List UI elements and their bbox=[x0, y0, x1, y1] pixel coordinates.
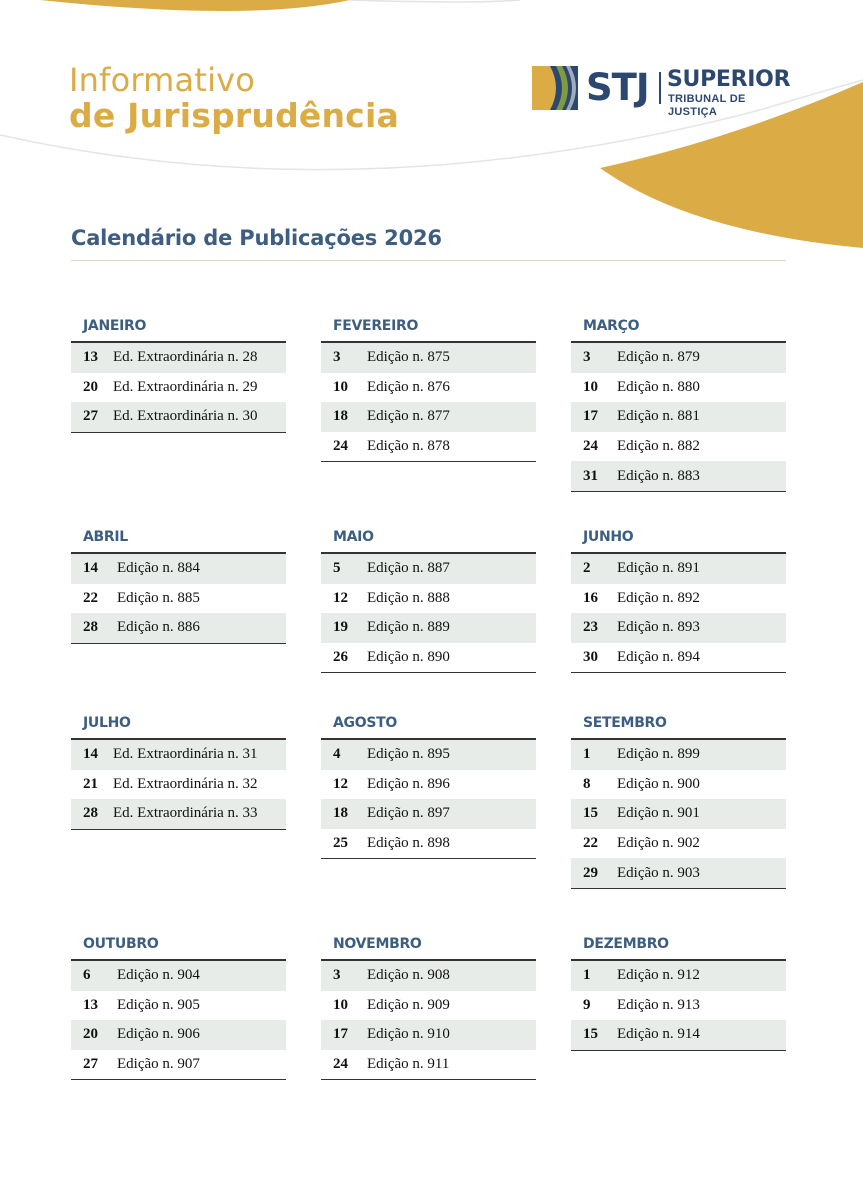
edition-row bbox=[71, 740, 286, 770]
edition-label: Edição n. 875 bbox=[367, 349, 450, 366]
edition-day: 15 bbox=[583, 805, 598, 822]
month-name: JUNHO bbox=[571, 522, 786, 554]
edition-day: 24 bbox=[583, 438, 598, 455]
edition-row bbox=[571, 643, 786, 673]
month-name: NOVEMBRO bbox=[321, 929, 536, 961]
edition-list bbox=[571, 961, 786, 1051]
edition-label: Edição n. 877 bbox=[367, 408, 450, 425]
edition-day: 28 bbox=[83, 619, 98, 636]
edition-label: Edição n. 889 bbox=[367, 619, 450, 636]
edition-day: 13 bbox=[83, 349, 98, 366]
edition-row bbox=[71, 584, 286, 614]
edition-day: 18 bbox=[333, 408, 348, 425]
edition-day: 13 bbox=[83, 996, 98, 1013]
month-block-maio bbox=[321, 522, 536, 673]
edition-label: Edição n. 887 bbox=[367, 560, 450, 577]
edition-day: 31 bbox=[583, 467, 598, 484]
edition-row bbox=[571, 961, 786, 991]
edition-label: Edição n. 911 bbox=[367, 1056, 450, 1073]
month-block-janeiro bbox=[71, 311, 286, 433]
edition-list bbox=[71, 740, 286, 830]
edition-row bbox=[571, 858, 786, 888]
edition-list bbox=[321, 961, 536, 1080]
edition-day: 30 bbox=[583, 649, 598, 666]
edition-row bbox=[71, 1020, 286, 1050]
edition-day: 19 bbox=[333, 619, 348, 636]
edition-row bbox=[71, 373, 286, 403]
edition-row bbox=[571, 829, 786, 859]
top-thin-arc bbox=[350, 0, 520, 2]
edition-label: Ed. Extraordinária n. 30 bbox=[113, 408, 258, 425]
edition-day: 12 bbox=[333, 589, 348, 606]
edition-day: 4 bbox=[333, 746, 341, 763]
edition-day: 8 bbox=[583, 775, 591, 792]
edition-day: 22 bbox=[583, 835, 598, 852]
edition-row bbox=[321, 373, 536, 403]
edition-day: 6 bbox=[83, 967, 91, 984]
month-name: MAIO bbox=[321, 522, 536, 554]
edition-list bbox=[571, 554, 786, 673]
edition-row bbox=[571, 613, 786, 643]
top-gold-arc bbox=[40, 0, 350, 11]
edition-label: Edição n. 895 bbox=[367, 746, 450, 763]
edition-row bbox=[71, 613, 286, 643]
edition-label: Edição n. 880 bbox=[617, 378, 700, 395]
logo-abbreviation: STJ bbox=[586, 66, 649, 109]
month-name: JANEIRO bbox=[71, 311, 286, 343]
edition-row bbox=[321, 991, 536, 1021]
edition-day: 10 bbox=[583, 378, 598, 395]
edition-row bbox=[321, 799, 536, 829]
edition-row bbox=[71, 554, 286, 584]
edition-label: Edição n. 888 bbox=[367, 589, 450, 606]
edition-row bbox=[321, 961, 536, 991]
month-block-fevereiro bbox=[321, 311, 536, 462]
edition-day: 20 bbox=[83, 378, 98, 395]
month-name: FEVEREIRO bbox=[321, 311, 536, 343]
edition-day: 20 bbox=[83, 1026, 98, 1043]
month-block-março bbox=[571, 311, 786, 492]
edition-list bbox=[71, 343, 286, 433]
edition-list bbox=[571, 343, 786, 492]
edition-label: Edição n. 897 bbox=[367, 805, 450, 822]
edition-label: Ed. Extraordinária n. 28 bbox=[113, 349, 258, 366]
edition-day: 17 bbox=[583, 408, 598, 425]
month-block-outubro bbox=[71, 929, 286, 1080]
edition-row bbox=[71, 799, 286, 829]
edition-label: Edição n. 881 bbox=[617, 408, 700, 425]
month-name: SETEMBRO bbox=[571, 708, 786, 740]
edition-row bbox=[571, 799, 786, 829]
month-block-julho bbox=[71, 708, 286, 830]
edition-day: 1 bbox=[583, 746, 591, 763]
edition-label: Edição n. 878 bbox=[367, 438, 450, 455]
edition-list bbox=[71, 961, 286, 1080]
edition-day: 28 bbox=[83, 805, 98, 822]
edition-label: Edição n. 879 bbox=[617, 349, 700, 366]
edition-label: Edição n. 891 bbox=[617, 560, 700, 577]
edition-row bbox=[321, 1050, 536, 1080]
edition-day: 10 bbox=[333, 996, 348, 1013]
month-name: DEZEMBRO bbox=[571, 929, 786, 961]
edition-label: Edição n. 904 bbox=[117, 967, 200, 984]
edition-label: Edição n. 899 bbox=[617, 746, 700, 763]
edition-day: 9 bbox=[583, 996, 591, 1013]
edition-label: Edição n. 902 bbox=[617, 835, 700, 852]
calendar-title: Calendário de Publicações 2026 bbox=[71, 226, 442, 250]
edition-label: Edição n. 893 bbox=[617, 619, 700, 636]
edition-label: Ed. Extraordinária n. 33 bbox=[113, 805, 258, 822]
edition-list bbox=[321, 740, 536, 859]
edition-label: Edição n. 908 bbox=[367, 967, 450, 984]
edition-label: Edição n. 898 bbox=[367, 835, 450, 852]
edition-row bbox=[571, 402, 786, 432]
edition-label: Edição n. 885 bbox=[117, 589, 200, 606]
edition-row bbox=[571, 461, 786, 491]
edition-day: 15 bbox=[583, 1026, 598, 1043]
edition-label: Edição n. 882 bbox=[617, 438, 700, 455]
edition-day: 17 bbox=[333, 1026, 348, 1043]
edition-day: 3 bbox=[333, 349, 341, 366]
title-divider bbox=[71, 260, 786, 261]
logo-divider bbox=[659, 72, 661, 104]
month-name: ABRIL bbox=[71, 522, 286, 554]
edition-row bbox=[571, 432, 786, 462]
edition-label: Edição n. 909 bbox=[367, 996, 450, 1013]
edition-row bbox=[571, 343, 786, 373]
edition-label: Edição n. 892 bbox=[617, 589, 700, 606]
month-name: AGOSTO bbox=[321, 708, 536, 740]
edition-label: Edição n. 883 bbox=[617, 467, 700, 484]
edition-day: 27 bbox=[83, 408, 98, 425]
edition-day: 26 bbox=[333, 649, 348, 666]
edition-day: 10 bbox=[333, 378, 348, 395]
edition-row bbox=[321, 402, 536, 432]
edition-row bbox=[321, 554, 536, 584]
edition-row bbox=[71, 991, 286, 1021]
edition-day: 3 bbox=[333, 967, 341, 984]
edition-label: Edição n. 910 bbox=[367, 1026, 450, 1043]
edition-row bbox=[71, 770, 286, 800]
edition-row bbox=[321, 343, 536, 373]
edition-label: Edição n. 890 bbox=[367, 649, 450, 666]
edition-row bbox=[321, 1020, 536, 1050]
edition-row bbox=[71, 1050, 286, 1080]
logo-name-line1: SUPERIOR bbox=[667, 67, 791, 92]
edition-label: Ed. Extraordinária n. 32 bbox=[113, 775, 258, 792]
month-block-setembro bbox=[571, 708, 786, 889]
edition-row bbox=[571, 1020, 786, 1050]
edition-row bbox=[571, 584, 786, 614]
month-block-agosto bbox=[321, 708, 536, 859]
edition-row bbox=[571, 770, 786, 800]
edition-day: 16 bbox=[583, 589, 598, 606]
edition-row bbox=[321, 613, 536, 643]
month-block-novembro bbox=[321, 929, 536, 1080]
month-name: MARÇO bbox=[571, 311, 786, 343]
edition-row bbox=[571, 554, 786, 584]
edition-label: Edição n. 903 bbox=[617, 864, 700, 881]
edition-label: Edição n. 901 bbox=[617, 805, 700, 822]
edition-label: Edição n. 894 bbox=[617, 649, 700, 666]
publication-title-line1: Informativo bbox=[69, 61, 256, 99]
edition-row bbox=[321, 584, 536, 614]
edition-row bbox=[321, 829, 536, 859]
edition-day: 24 bbox=[333, 1056, 348, 1073]
edition-day: 23 bbox=[583, 619, 598, 636]
edition-label: Edição n. 896 bbox=[367, 775, 450, 792]
edition-row bbox=[571, 740, 786, 770]
stj-logo-mark-icon bbox=[532, 66, 578, 110]
edition-label: Edição n. 884 bbox=[117, 560, 200, 577]
edition-day: 18 bbox=[333, 805, 348, 822]
logo-name-line2: TRIBUNAL DE JUSTIÇA bbox=[668, 93, 746, 118]
edition-label: Edição n. 886 bbox=[117, 619, 200, 636]
edition-label: Edição n. 905 bbox=[117, 996, 200, 1013]
edition-day: 22 bbox=[83, 589, 98, 606]
edition-label: Edição n. 906 bbox=[117, 1026, 200, 1043]
edition-day: 27 bbox=[83, 1056, 98, 1073]
edition-label: Edição n. 907 bbox=[117, 1056, 200, 1073]
edition-list bbox=[71, 554, 286, 644]
month-name: OUTUBRO bbox=[71, 929, 286, 961]
edition-day: 2 bbox=[583, 560, 591, 577]
edition-label: Edição n. 913 bbox=[617, 996, 700, 1013]
month-block-junho bbox=[571, 522, 786, 673]
edition-day: 1 bbox=[583, 967, 591, 984]
edition-row bbox=[321, 740, 536, 770]
edition-day: 21 bbox=[83, 775, 98, 792]
publication-title-line2: de Jurisprudência bbox=[69, 96, 399, 135]
edition-row bbox=[321, 643, 536, 673]
edition-row bbox=[571, 373, 786, 403]
edition-row bbox=[71, 961, 286, 991]
edition-day: 24 bbox=[333, 438, 348, 455]
edition-label: Ed. Extraordinária n. 29 bbox=[113, 378, 258, 395]
stj-logo bbox=[532, 66, 792, 118]
edition-label: Ed. Extraordinária n. 31 bbox=[113, 746, 258, 763]
edition-label: Edição n. 900 bbox=[617, 775, 700, 792]
edition-day: 29 bbox=[583, 864, 598, 881]
edition-day: 14 bbox=[83, 746, 98, 763]
edition-day: 5 bbox=[333, 560, 341, 577]
edition-label: Edição n. 914 bbox=[617, 1026, 700, 1043]
edition-list bbox=[321, 343, 536, 462]
edition-label: Edição n. 876 bbox=[367, 378, 450, 395]
month-block-dezembro bbox=[571, 929, 786, 1051]
edition-row bbox=[321, 432, 536, 462]
edition-row bbox=[571, 991, 786, 1021]
edition-day: 12 bbox=[333, 775, 348, 792]
month-block-abril bbox=[71, 522, 286, 644]
publication-title bbox=[69, 62, 399, 134]
edition-list bbox=[321, 554, 536, 673]
edition-row bbox=[71, 343, 286, 373]
edition-day: 25 bbox=[333, 835, 348, 852]
edition-day: 14 bbox=[83, 560, 98, 577]
edition-row bbox=[321, 770, 536, 800]
month-name: JULHO bbox=[71, 708, 286, 740]
edition-list bbox=[571, 740, 786, 889]
edition-label: Edição n. 912 bbox=[617, 967, 700, 984]
edition-day: 3 bbox=[583, 349, 591, 366]
edition-row bbox=[71, 402, 286, 432]
